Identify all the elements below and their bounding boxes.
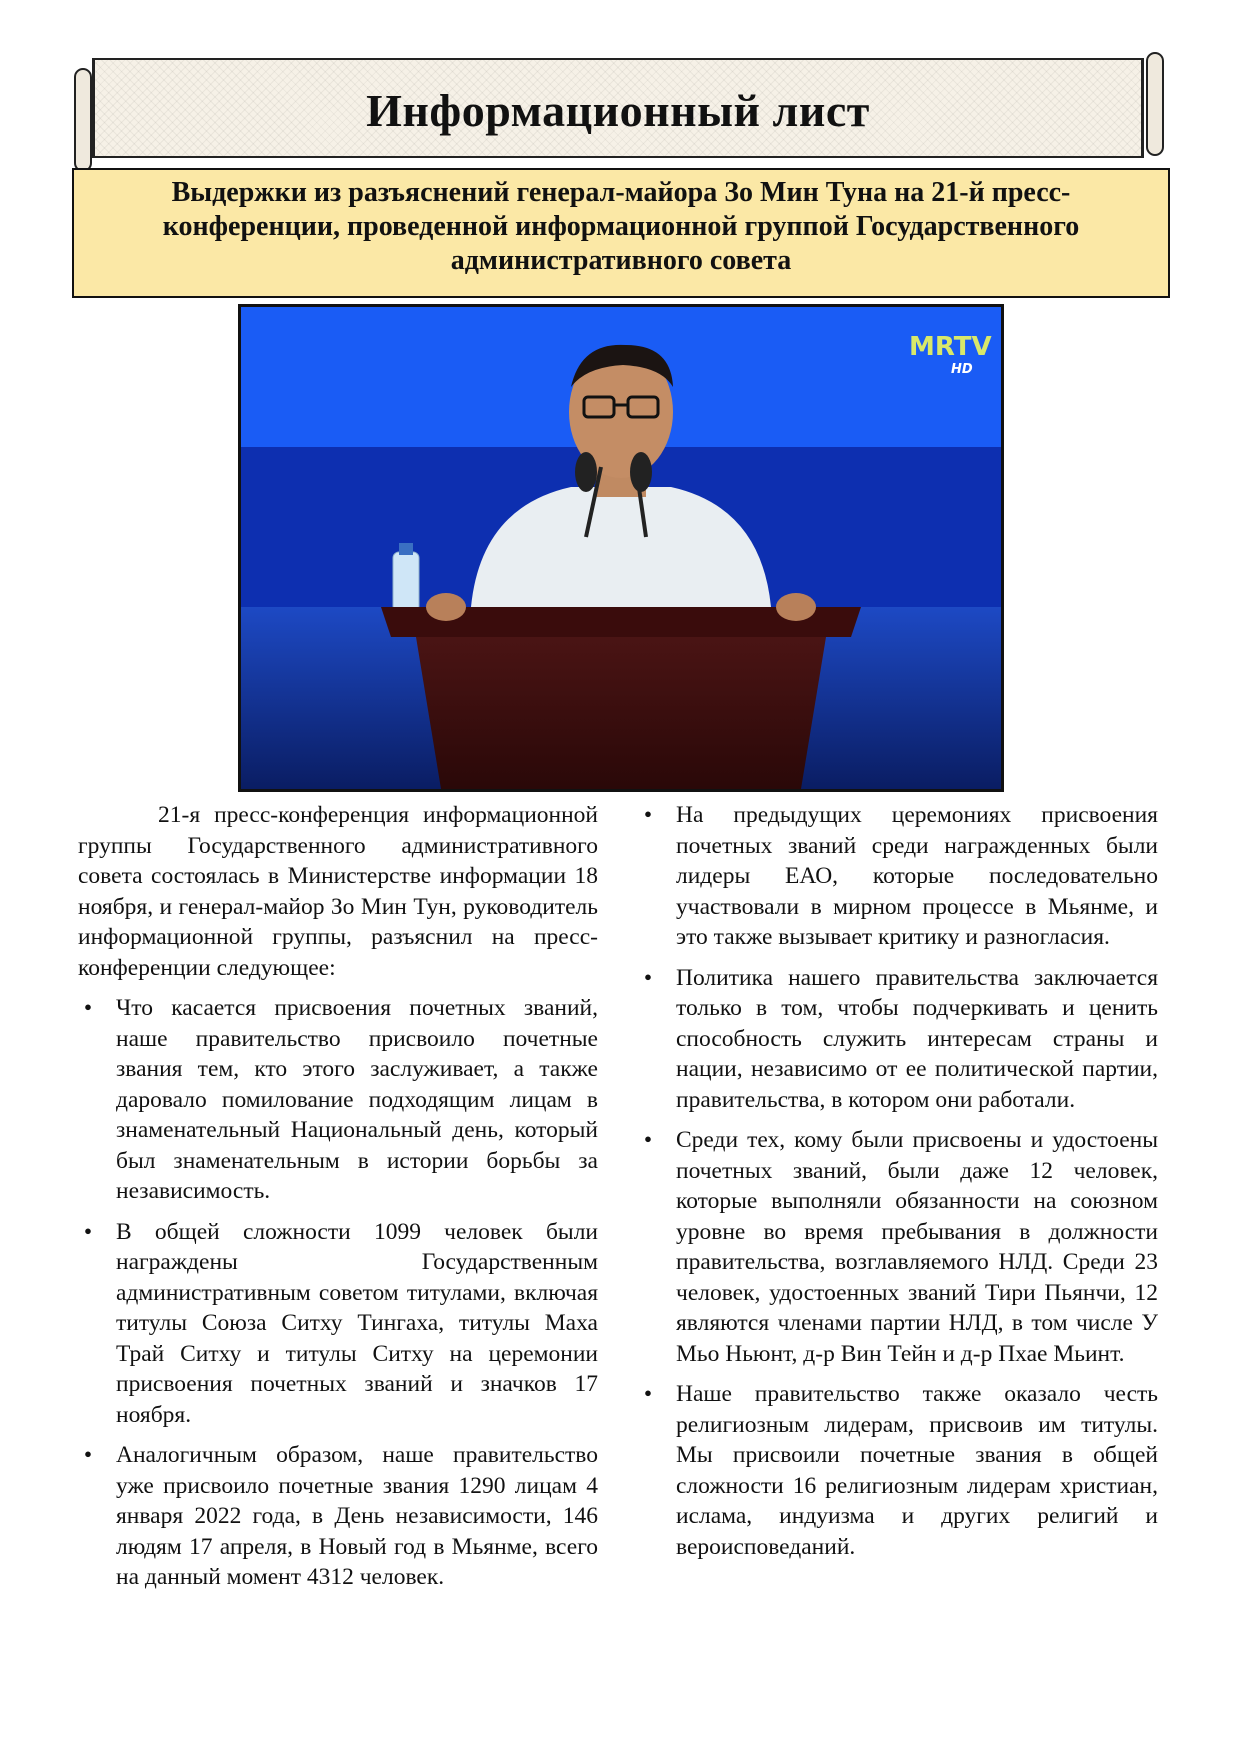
right-bullet-list bbox=[638, 800, 1158, 1562]
bullet-icon: • bbox=[643, 964, 653, 991]
water-bottle bbox=[393, 552, 419, 612]
list-item-text: На предыдущих церемониях присвоения почетных званий среди награжденных были лидеры ЕАО, которые последовательно участвовали в мирном процессе в Мьянме, и это также вызывает критику и разногласия. bbox=[676, 802, 1158, 950]
bullet-icon: • bbox=[643, 802, 653, 828]
list-item-text: В общей сложности 1099 человек были награждены Государственным административным советом титулами, включая титулы Союза Ситху Тингаха, титулы Маха Трай Ситху и титулы Ситху на церемонии присвоения почетных званий и значков 17 ноября. bbox=[116, 1218, 598, 1428]
list-item-text: Аналогичным образом, наше правительство уже присвоило почетные звания 1290 лицам 4 января 2022 года, в День независимости, 146 людям 17 апреля, в Новый год в Мьянме, всего на данный момент 4312 человек. bbox=[116, 1442, 598, 1590]
list-item bbox=[78, 1440, 598, 1593]
list-item-text: Среди тех, кому были присвоены и удостоены почетных званий, были даже 12 человек, которые выполняли обязанности на союзном уровне во время пребывания в должности правительства, возглавляемого НЛД. Среди 23 человек, удостоенных званий Тири Пьянчи, 12 являются членами партии НЛД, в том числе У Мьо Ньюнт, д-р Вин Тейн и д-р Пхае Мьинт. bbox=[676, 1127, 1158, 1367]
podium-body bbox=[416, 637, 826, 789]
bullet-icon: • bbox=[643, 1127, 653, 1153]
subtitle-box bbox=[72, 168, 1170, 298]
right-column bbox=[638, 800, 1158, 1572]
left-column bbox=[78, 800, 598, 1603]
intro-paragraph: 21-я пресс-конференция информационной группы Государственного административного совета состоялась в Министерстве информации 18 ноября, и генерал-майор Зо Мин Тун, руководитель информационной группы, разъяснил на пресс-конференции следующее: bbox=[78, 802, 598, 981]
left-bullet-list bbox=[78, 993, 598, 1593]
list-item bbox=[78, 993, 598, 1207]
list-item bbox=[638, 800, 1158, 953]
list-item bbox=[638, 1379, 1158, 1562]
mrtv-logo: MRTV bbox=[909, 332, 992, 362]
list-item-text: Политика нашего правительства заключается только в том, чтобы подчеркивать и ценить способность служить интересам страны и нации, независимо от ее политической партии, правительства, в котором они работали. bbox=[676, 964, 1158, 1113]
speaker-hand-right bbox=[776, 593, 816, 621]
page-title: Информационный лист bbox=[366, 85, 870, 136]
speaker-illustration bbox=[241, 307, 1001, 789]
bullet-icon: • bbox=[83, 1442, 93, 1468]
bullet-icon: • bbox=[83, 1218, 93, 1245]
list-item bbox=[78, 1217, 598, 1431]
list-item-text: Наше правительство также оказало честь религиозным лидерам, присвоив им титулы. Мы присвоили почетные звания в общей сложности 16 религиозным лидерам христиан, ислама, индуизма и других религий и вероисповеданий. bbox=[676, 1381, 1158, 1560]
mrtv-hd-badge: HD bbox=[951, 362, 973, 377]
title-banner bbox=[72, 52, 1164, 158]
subtitle-text: Выдержки из разъяснений генерал-майора Зо Мин Туна на 21-й пресс-конференции, проведенной информационной группой Государственного административного совета bbox=[162, 177, 1080, 276]
list-item bbox=[638, 963, 1158, 1116]
speaker-photo bbox=[238, 304, 1004, 792]
list-item bbox=[638, 1125, 1158, 1369]
list-item-text: Что касается присвоения почетных званий, наше правительство присвоило почетные звания тем, кто этого заслуживает, а также даровало помилование подходящим лицам в знаменательный Национальный день, который был знаменательным в истории борьбы за независимость. bbox=[116, 995, 598, 1204]
bullet-icon: • bbox=[643, 1381, 653, 1407]
speaker-hand-left bbox=[426, 593, 466, 621]
bullet-icon: • bbox=[83, 995, 93, 1021]
